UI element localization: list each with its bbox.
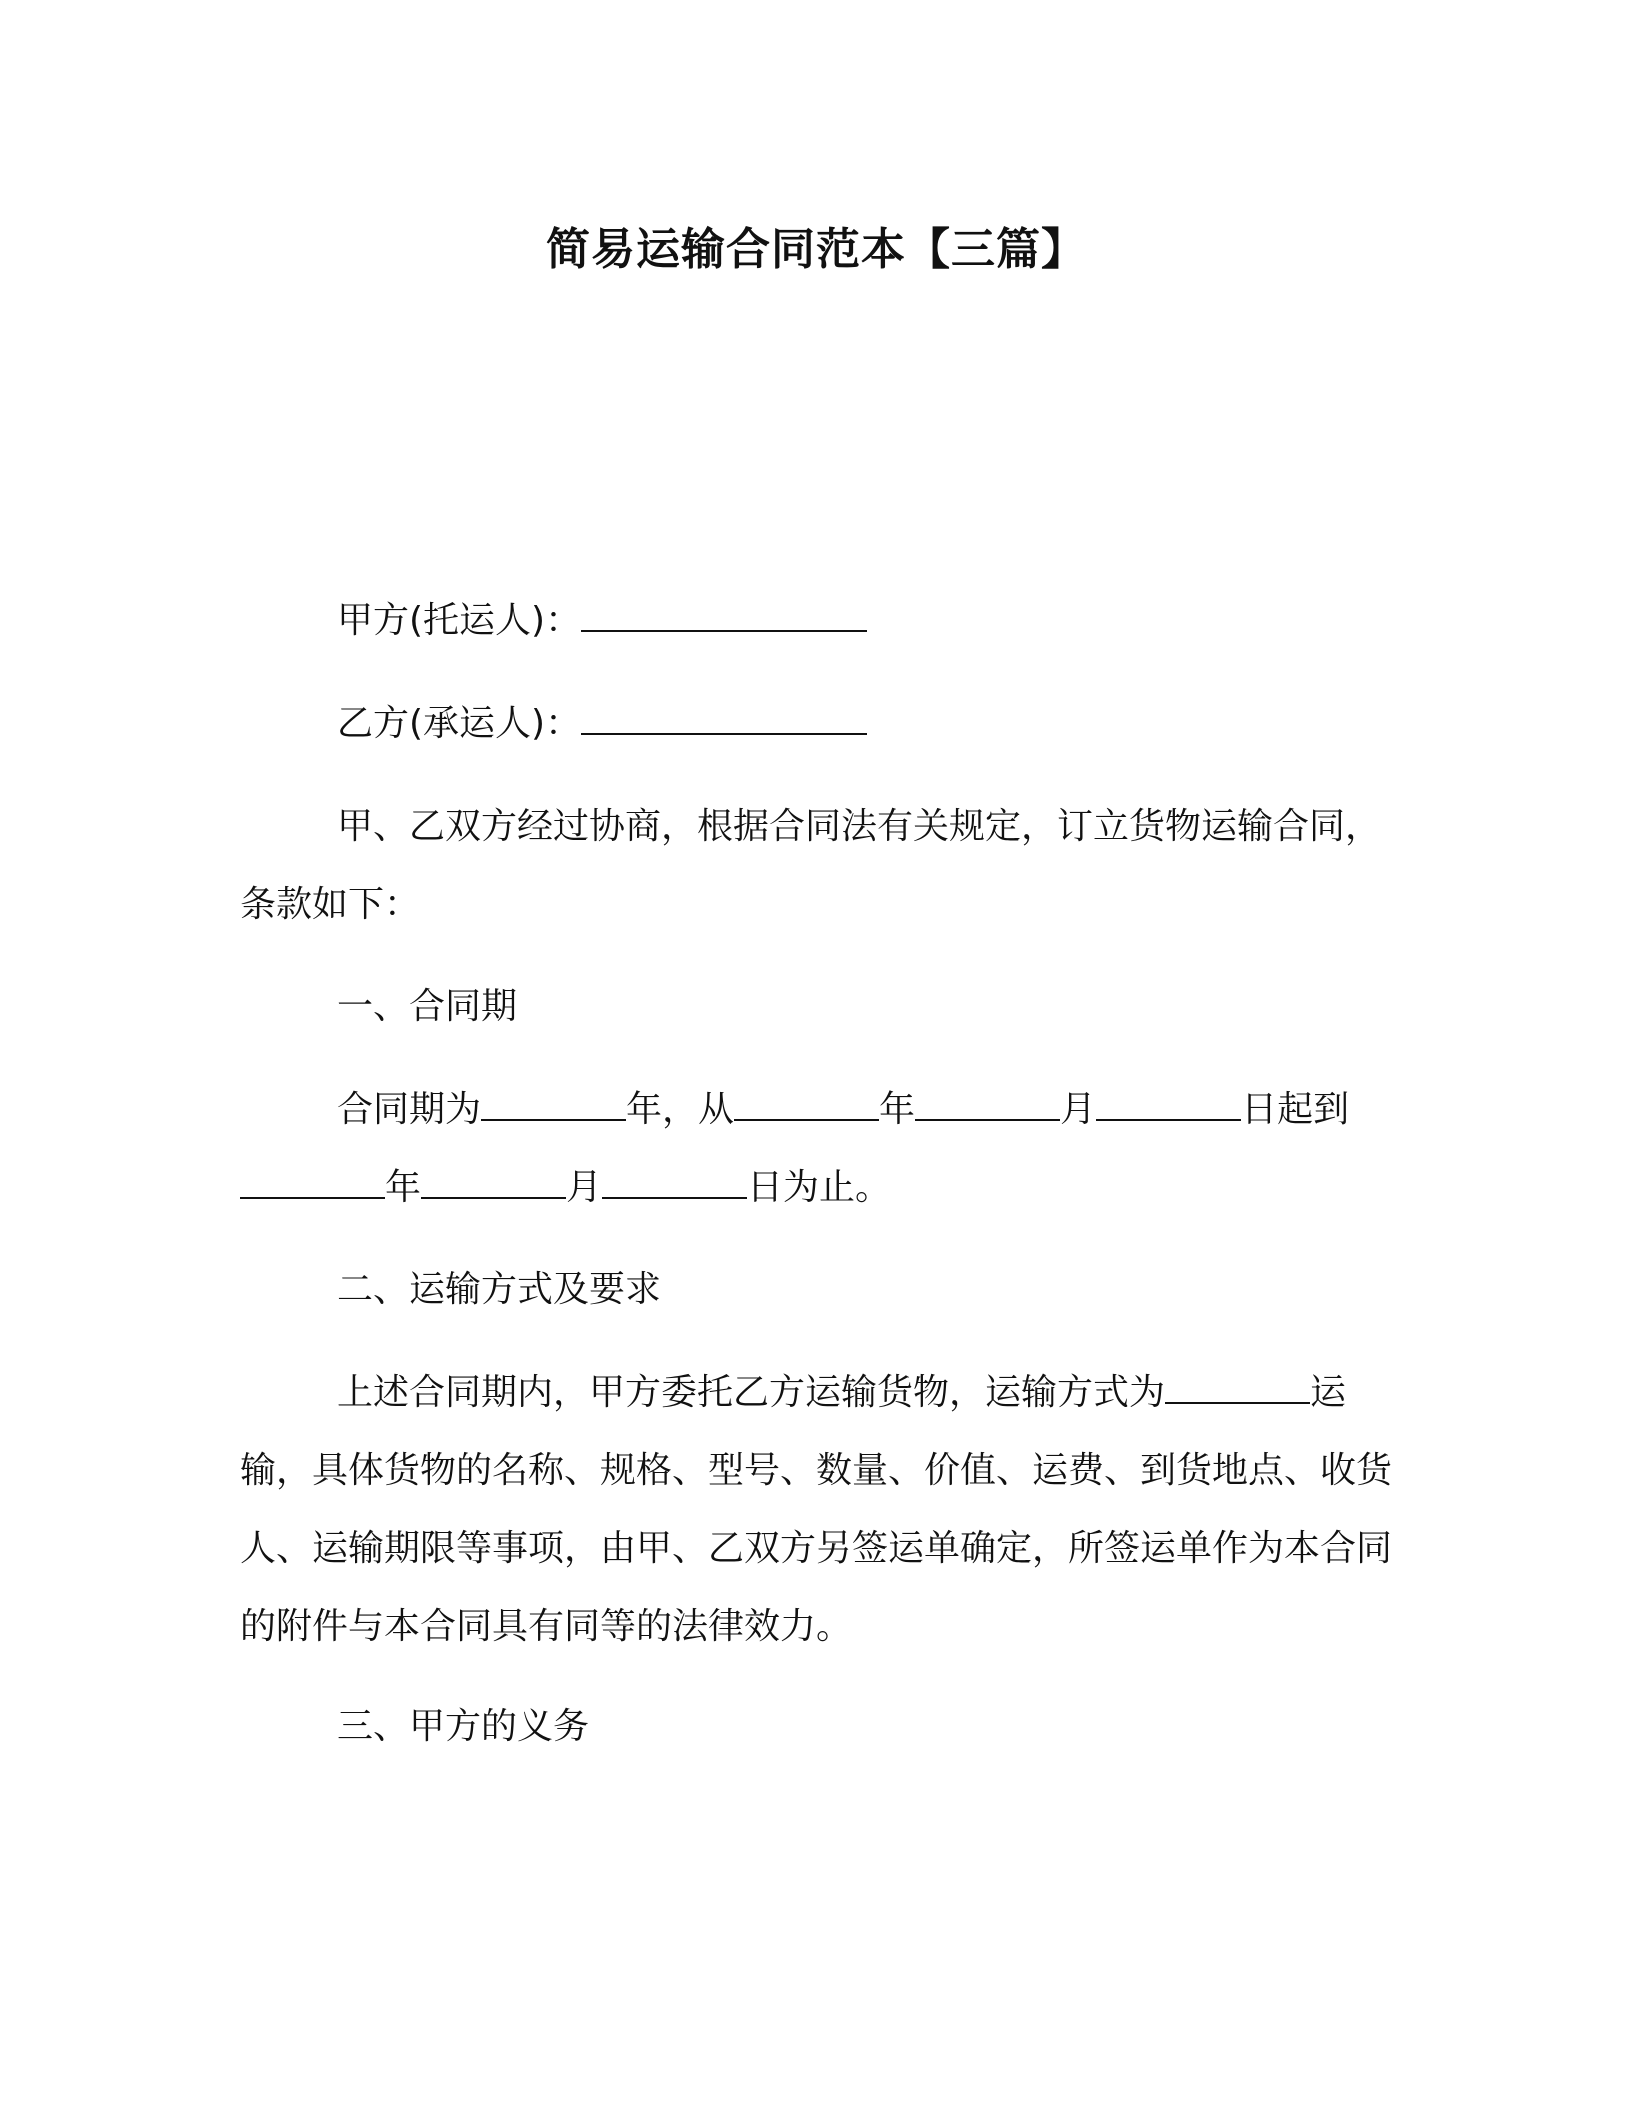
document-title: 简易运输合同范本【三篇】: [546, 224, 1086, 275]
section1-heading: 一、合同期: [337, 986, 518, 1027]
section2-text-1: 上述合同期内，甲方委托乙方运输货物，运输方式为: [337, 1372, 1166, 1413]
section1-paragraph: [240, 1071, 1410, 1227]
section2-paragraph: [240, 1354, 1410, 1666]
blank-transport-mode: [1165, 1372, 1310, 1404]
party-a-label: 甲方(托运人)：: [337, 600, 582, 641]
blank-end-day: [602, 1167, 747, 1199]
section1-text-1: 合同期为: [337, 1089, 482, 1130]
section3-heading: 三、甲方的义务: [337, 1706, 590, 1747]
party-b-blank: [581, 703, 867, 735]
section1-text-5: 日起到: [1241, 1089, 1350, 1130]
blank-start-day: [1096, 1089, 1241, 1121]
party-a-blank: [581, 600, 867, 632]
section1-text-2: 年，从: [626, 1089, 735, 1130]
party-b-label: 乙方(承运人)：: [337, 703, 582, 744]
section1-text-8: 日为止。: [747, 1167, 892, 1208]
section2-text-2: 运输，具体货物的名称、规格、型号、数量、价值、运费、到货地点、收货人、运输期限等事项，由甲、乙双方另签运单确定，所签运单作为本合同的附件与本合同具有同等的法律效力。: [240, 1372, 1393, 1647]
party-a-line: [240, 582, 1410, 660]
blank-end-year: [240, 1167, 385, 1199]
intro-paragraph: 甲、乙双方经过协商，根据合同法有关规定，订立货物运输合同，条款如下：: [240, 806, 1382, 925]
blank-start-year: [734, 1089, 879, 1121]
party-b-line: [240, 685, 1410, 763]
blank-start-month: [915, 1089, 1060, 1121]
blank-years: [481, 1089, 626, 1121]
section1-text-4: 月: [1060, 1089, 1097, 1130]
blank-end-month: [421, 1167, 566, 1199]
section1-text-3: 年: [879, 1089, 916, 1130]
section2-heading: 二、运输方式及要求: [337, 1269, 662, 1310]
section1-text-6: 年: [385, 1167, 422, 1208]
section1-text-7: 月: [566, 1167, 603, 1208]
